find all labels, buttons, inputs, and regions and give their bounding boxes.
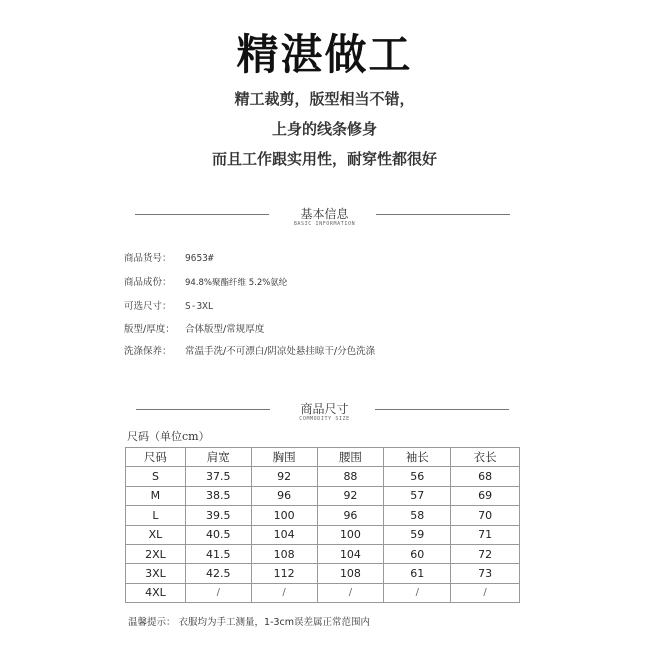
table-cell: 71	[451, 525, 520, 544]
table-cell: 60	[384, 544, 451, 563]
info-row-fit-thickness	[124, 321, 264, 337]
table-cell: M	[126, 486, 186, 505]
table-cell: L	[126, 506, 186, 525]
table-row	[126, 506, 520, 525]
table-cell: 40.5	[185, 525, 251, 544]
table-cell: 96	[251, 486, 317, 505]
table-cell: 42.5	[185, 564, 251, 583]
column-header-size: 尺码	[126, 448, 186, 467]
table-cell: 68	[451, 467, 520, 486]
info-label: 商品货号：	[124, 253, 172, 264]
table-cell: S	[126, 467, 186, 486]
headline: 精湛做工	[236, 30, 413, 79]
table-cell: 39.5	[185, 506, 251, 525]
table-cell: 72	[451, 544, 520, 563]
tagline-3: 而且工作跟实用性，耐穿性都很好	[211, 150, 437, 168]
table-cell: 92	[317, 486, 384, 505]
table-cell: 88	[317, 467, 384, 486]
size-section-header	[0, 398, 649, 428]
table-cell: 58	[384, 506, 451, 525]
size-table	[125, 447, 520, 603]
divider-right	[375, 409, 509, 410]
table-cell: 96	[317, 506, 384, 525]
table-cell: 38.5	[185, 486, 251, 505]
table-cell: 41.5	[185, 544, 251, 563]
table-cell: 69	[451, 486, 520, 505]
column-header-sleeve: 袖长	[384, 448, 451, 467]
column-header-waist: 腰围	[317, 448, 384, 467]
column-header-length: 衣长	[451, 448, 520, 467]
size-unit-label: 尺码（单位cm）	[127, 430, 210, 443]
info-row-material	[124, 274, 287, 290]
table-cell: 112	[251, 564, 317, 583]
info-value: 常温手洗/不可漂白/阴凉处悬挂晾干/分色洗涤	[185, 346, 376, 357]
table-cell: 108	[251, 544, 317, 563]
section-title: 商品尺寸	[300, 402, 349, 416]
divider-right	[376, 214, 510, 215]
table-cell: 61	[384, 564, 451, 583]
table-row	[126, 544, 520, 563]
table-cell: /	[185, 583, 251, 602]
table-cell: /	[317, 583, 384, 602]
column-header-chest: 胸围	[251, 448, 317, 467]
info-row-sizes	[124, 298, 214, 314]
tagline-1: 精工裁剪，版型相当不错，	[234, 90, 415, 108]
info-row-item-number	[124, 250, 214, 266]
tagline-2: 上身的线条修身	[271, 120, 377, 138]
basic-info-header	[0, 203, 649, 233]
table-cell: 108	[317, 564, 384, 583]
table-header-row	[126, 448, 520, 467]
table-row	[126, 467, 520, 486]
table-cell: 3XL	[126, 564, 186, 583]
info-label: 洗涤保养：	[124, 346, 172, 357]
table-row	[126, 486, 520, 505]
table-cell: 100	[251, 506, 317, 525]
table-cell: /	[451, 583, 520, 602]
column-header-shoulder: 肩宽	[185, 448, 251, 467]
table-cell: 4XL	[126, 583, 186, 602]
info-value: S-3XL	[185, 301, 214, 312]
table-cell: 2XL	[126, 544, 186, 563]
section-title: 基本信息	[300, 207, 349, 221]
table-cell: XL	[126, 525, 186, 544]
info-label: 版型/厚度：	[124, 324, 175, 335]
table-cell: /	[251, 583, 317, 602]
info-value: 9653#	[185, 253, 214, 264]
table-row	[126, 583, 520, 602]
table-cell: 73	[451, 564, 520, 583]
table-cell: 100	[317, 525, 384, 544]
table-cell: 70	[451, 506, 520, 525]
info-value: 合体版型/常规厚度	[185, 324, 265, 335]
info-row-care	[124, 343, 375, 359]
table-row	[126, 525, 520, 544]
table-cell: 37.5	[185, 467, 251, 486]
section-subtitle: BASIC INFORMATION	[293, 221, 356, 227]
table-row	[126, 564, 520, 583]
table-cell: 56	[384, 467, 451, 486]
table-cell: 92	[251, 467, 317, 486]
table-cell: 104	[317, 544, 384, 563]
table-cell: 104	[251, 525, 317, 544]
table-cell: 59	[384, 525, 451, 544]
measurement-note: 温馨提示： 衣服均为手工测量，1-3cm误差属正常范围内	[128, 617, 371, 628]
table-cell: /	[384, 583, 451, 602]
info-value: 94.8%聚酯纤维 5.2%氨纶	[185, 278, 288, 288]
section-subtitle: COMMODITY SIZE	[299, 416, 350, 422]
table-cell: 57	[384, 486, 451, 505]
info-label: 商品成份：	[124, 277, 172, 288]
info-label: 可选尺寸：	[124, 301, 172, 312]
